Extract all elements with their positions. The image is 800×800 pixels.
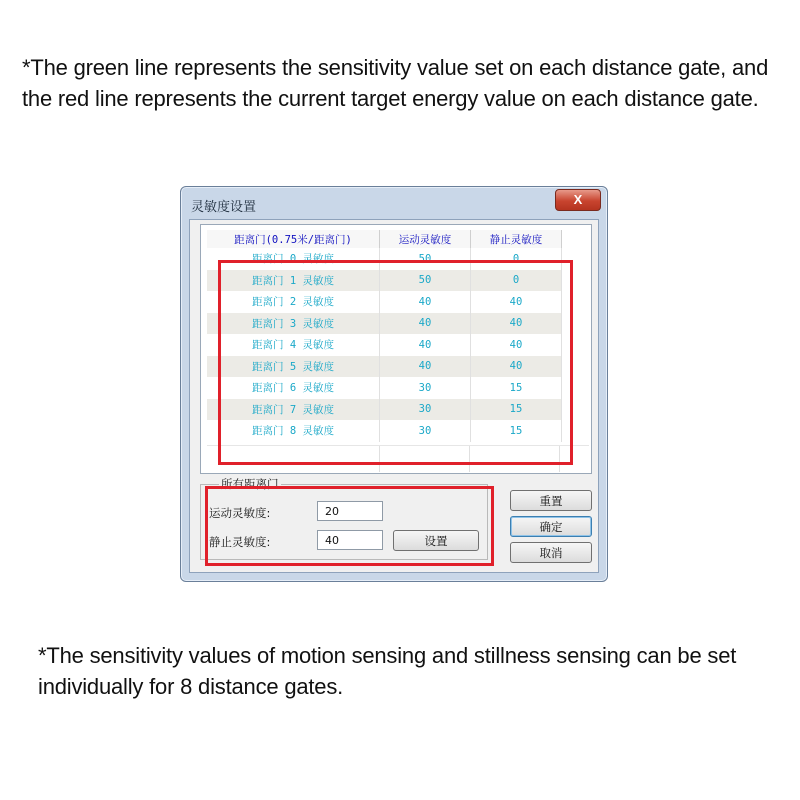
static-cell: 0: [471, 248, 562, 270]
motion-sensitivity-input[interactable]: 20: [317, 501, 383, 521]
gate-cell: 距离门 5 灵敏度: [207, 356, 380, 378]
header-motion[interactable]: 运动灵敏度: [380, 230, 471, 248]
title-bar: [181, 187, 607, 219]
gate-cell: 距离门 4 灵敏度: [207, 334, 380, 356]
motion-cell: 50: [380, 270, 471, 292]
static-cell: 40: [471, 356, 562, 378]
gate-cell: 距离门 7 灵敏度: [207, 399, 380, 421]
gate-cell: 距离门 2 灵敏度: [207, 291, 380, 313]
bottom-note: *The sensitivity values of motion sensing and stillness sensing can be set individually for 8 distance gates.: [38, 643, 737, 699]
reset-button[interactable]: 重置: [510, 490, 592, 511]
motion-cell: 30: [380, 399, 471, 421]
close-icon: X: [573, 192, 583, 207]
static-cell: 15: [471, 377, 562, 399]
sensitivity-dialog: [180, 186, 608, 582]
motion-cell: 40: [380, 313, 471, 335]
table-header: [207, 230, 562, 248]
motion-cell: 30: [380, 420, 471, 442]
gate-cell: 距离门 3 灵敏度: [207, 313, 380, 335]
static-cell: 15: [471, 399, 562, 421]
close-button[interactable]: [555, 189, 601, 211]
list-highlight-box: [218, 260, 573, 465]
top-note: *The green line represents the sensitivity value set on each distance gate, and the red line represents the current target energy value on each distance gate.: [22, 55, 769, 111]
header-gate[interactable]: 距离门(0.75米/距离门): [207, 230, 380, 248]
gate-cell: 距离门 0 灵敏度: [207, 248, 380, 270]
gate-cell: 距离门 1 灵敏度: [207, 270, 380, 292]
gate-cell: 距离门 8 灵敏度: [207, 420, 380, 442]
header-static[interactable]: 静止灵敏度: [471, 230, 562, 248]
static-sensitivity-input[interactable]: 40: [317, 530, 383, 550]
gate-cell: 距离门 6 灵敏度: [207, 377, 380, 399]
static-cell: 40: [471, 291, 562, 313]
set-button[interactable]: 设置: [393, 530, 479, 551]
motion-cell: 30: [380, 377, 471, 399]
group-highlight-box: [205, 486, 494, 566]
static-cell: 40: [471, 313, 562, 335]
motion-cell: 40: [380, 334, 471, 356]
group-title: 所有距离门: [221, 477, 279, 491]
dialog-client: [189, 219, 599, 573]
motion-cell: 50: [380, 248, 471, 270]
dialog-title: 灵敏度设置: [191, 200, 257, 215]
motion-sensitivity-label: 运动灵敏度:: [209, 506, 271, 520]
motion-cell: 40: [380, 356, 471, 378]
ok-button[interactable]: 确定: [510, 516, 592, 537]
static-cell: 15: [471, 420, 562, 442]
static-cell: 40: [471, 334, 562, 356]
cancel-button[interactable]: 取消: [510, 542, 592, 563]
static-cell: 0: [471, 270, 562, 292]
static-sensitivity-label: 静止灵敏度:: [209, 535, 271, 549]
motion-cell: 40: [380, 291, 471, 313]
